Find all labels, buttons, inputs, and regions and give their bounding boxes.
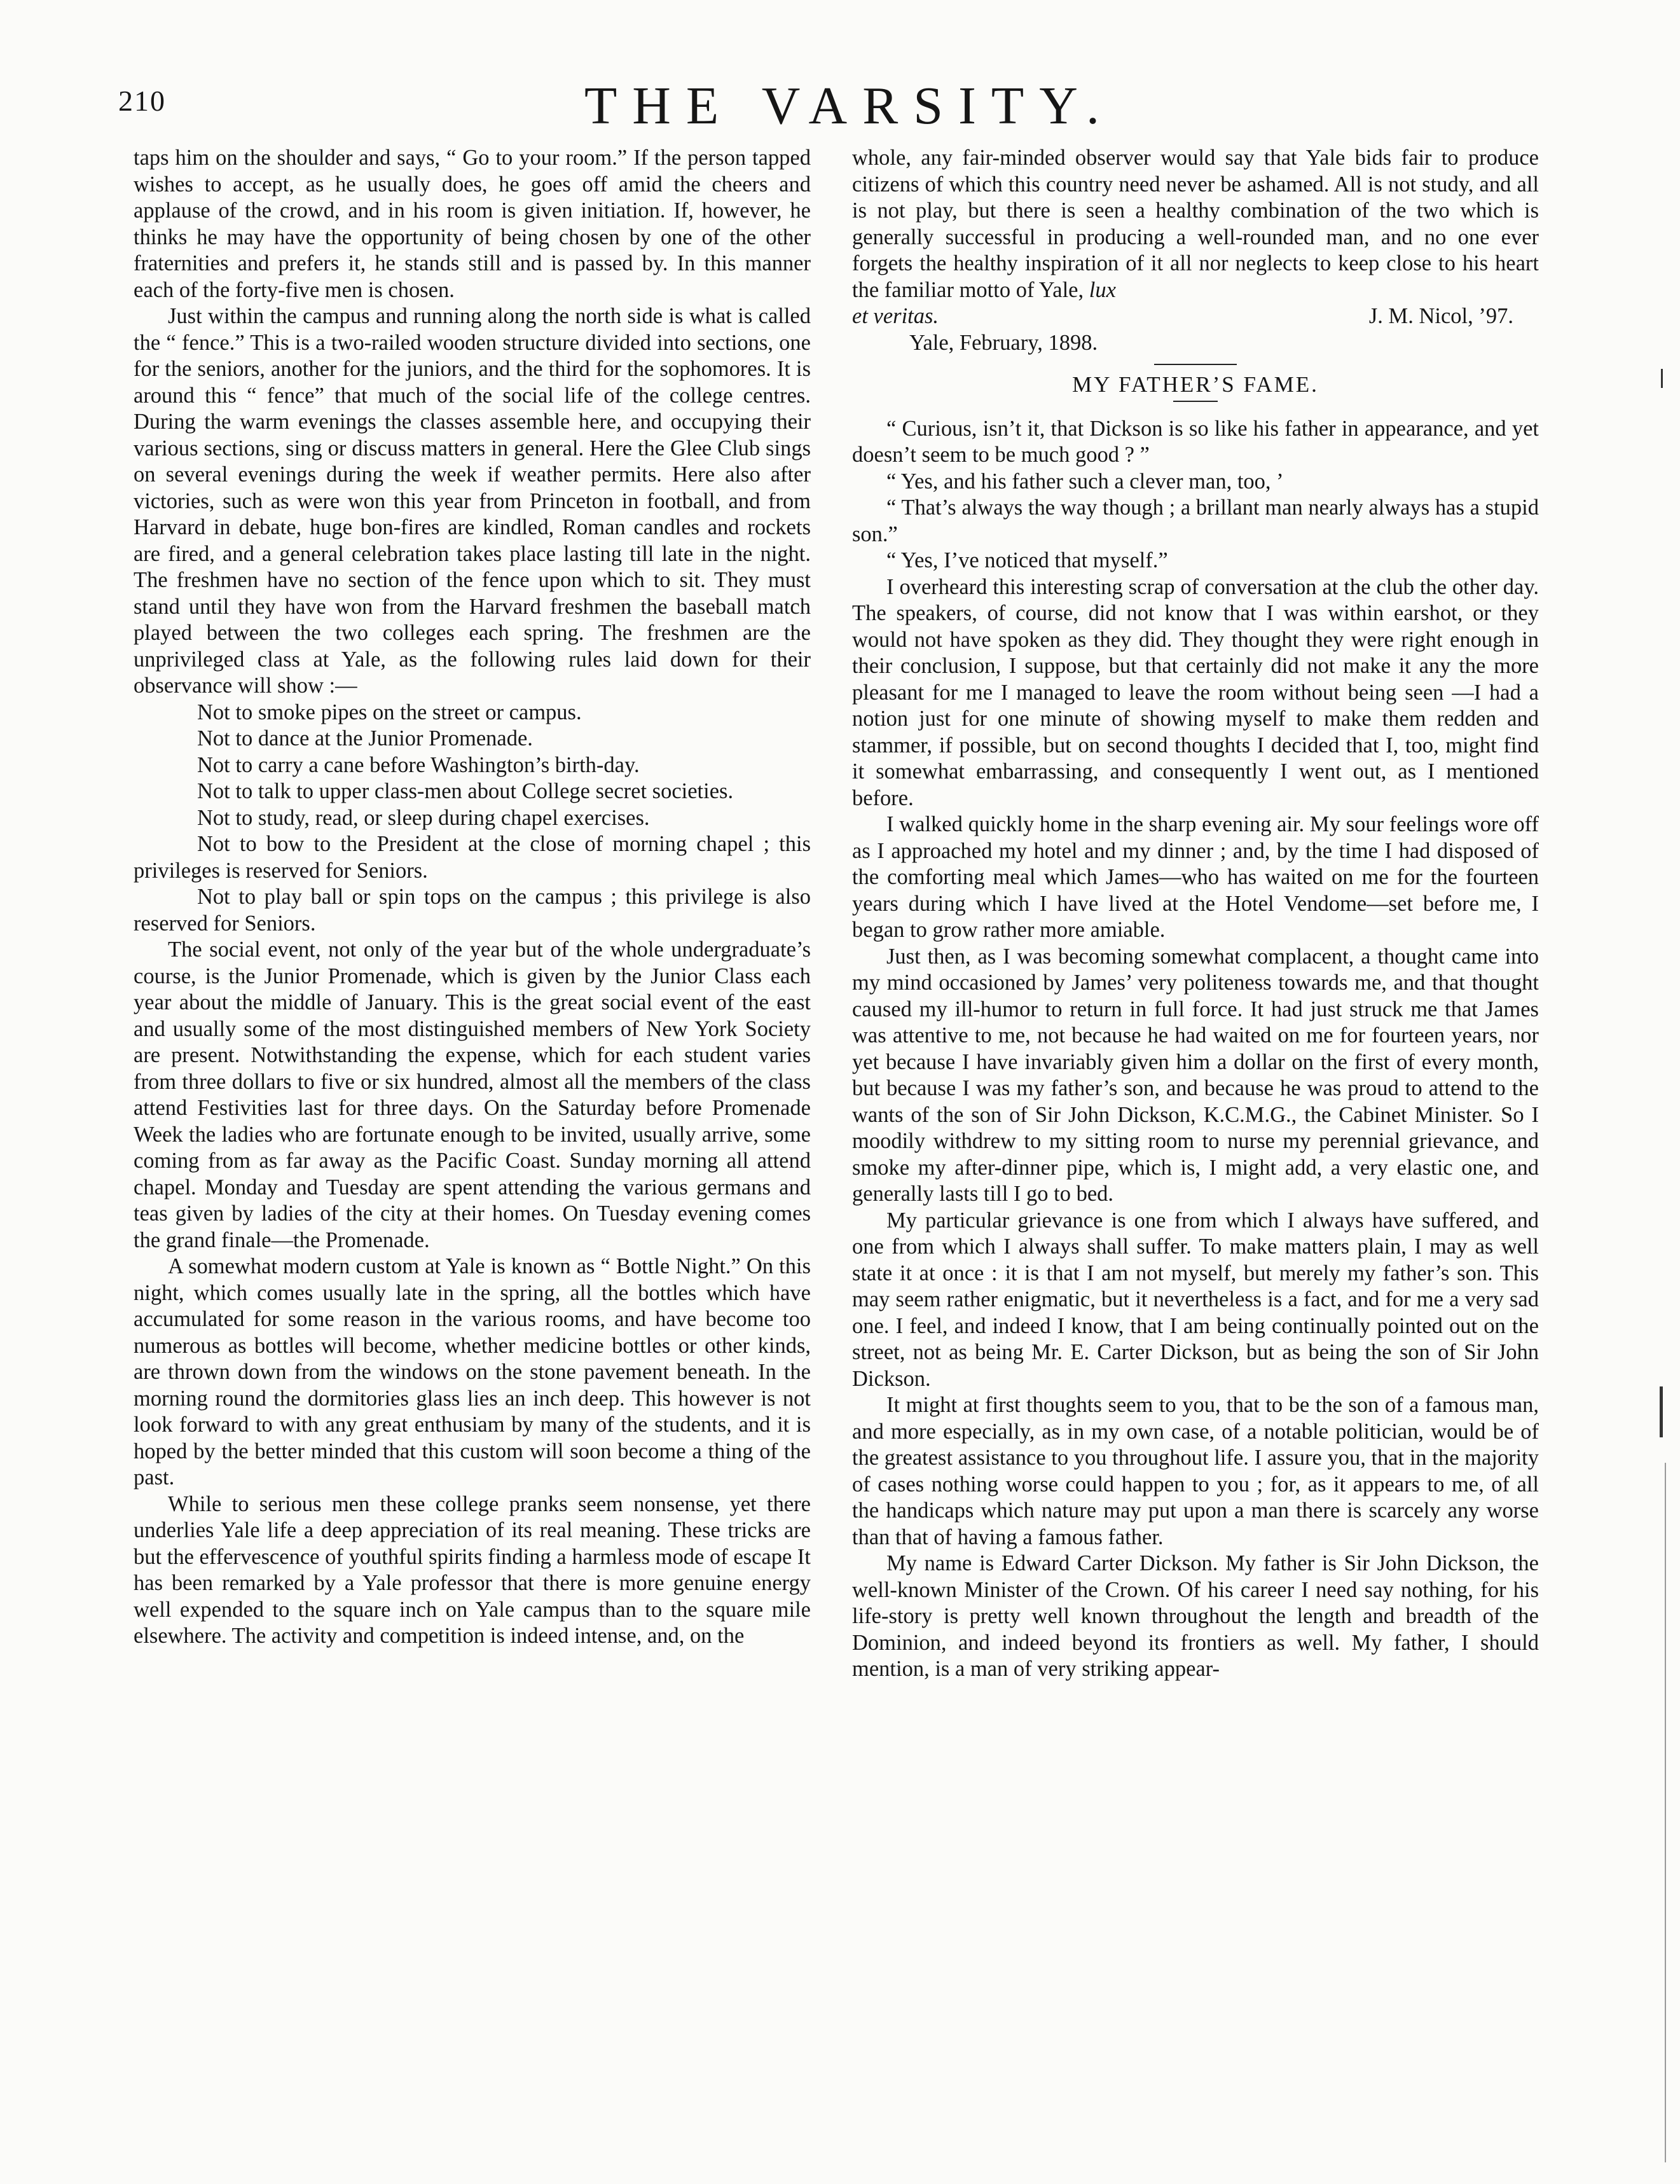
rule-item: Not to play ball or spin tops on the campus ; this privilege is also reserved for Seniors. xyxy=(134,885,811,936)
paragraph: My name is Edward Carter Dickson. My father is Sir John Dickson, the well-known Minister of the Crown. Of his career I need say nothing, for his life-story is pretty well known throughout the length and breadth of the Dominion, and indeed beyond its frontiers as well. My father, I should mention, is a man of very striking appear- xyxy=(852,1551,1539,1681)
motto-continuation: et veritas. xyxy=(852,304,939,328)
rule-item: Not to smoke pipes on the street or campus. xyxy=(197,700,582,724)
section-title: MY FATHER’S FAME. xyxy=(1072,372,1319,397)
author-signature: J. M. Nicol, ’97. xyxy=(1368,304,1513,328)
title-underline xyxy=(1173,401,1218,402)
dateline: Yale, February, 1898. xyxy=(909,330,1098,355)
paragraph: While to serious men these college pranks seem nonsense, yet there underlies Yale life a deep appreciation of its real meaning. These tricks are but the effervescence of youthful spirits finding a harmless mode of escape It has been remarked by a Yale professor that there is more genuine energy well expended to the square inch on Yale campus than to the square mile elsewhere. The activity and competition is indeed intense, and, on the xyxy=(134,1491,811,1648)
paragraph: The social event, not only of the year but of the whole undergraduate’s course, is the Junior Promenade, which is given by the Junior Class each year about the middle of January. This is the great social event of the east and usually some of the most distinguished members of New York Society are present. Notwithstanding the expense, which for each student varies from three dollars to five or six hundred, almost all the members of the class attend Festivities last for three days. On the Saturday before Promenade Week the ladies who are fortunate enough to be invited, usually arrive, some coming from as far away as the Pacific Coast. Sunday morning all attend chapel. Monday and Tuesday are spent attending the various germans and teas given by ladies of the city at their homes. On Tuesday evening comes the grand finale—the Promenade. xyxy=(134,937,811,1252)
paragraph: “ Curious, isn’t it, that Dickson is so like his father in appearance, and yet doesn’t seem to be much good ? ” xyxy=(852,416,1539,467)
signature-line xyxy=(852,303,1539,330)
margin-mark xyxy=(1660,1386,1663,1437)
paragraph: My particular grievance is one from which I always have suffered, and one from which I always shall suffer. To make matters plain, I may as well state it at once : it is that I am not myself, but merely my father’s son. This may seem rather enigmatic, but it nevertheless is a fact, and for me a very sad one. I feel, and indeed I know, that I am being continually pointed out on the street, not as being Mr. E. Carter Dickson, but as being the son of Sir John Dickson. xyxy=(852,1208,1539,1391)
paragraph: A somewhat modern custom at Yale is known as “ Bottle Night.” On this night, which comes usually late in the spring, all the bottles which have accumulated for some reason in the various rooms, and have become too numerous as bottles will become, whether medicine bottles or other kinds, are thrown down from the windows on the stone pavement beneath. In the morning round the dormitories glass lies an inch deep. This however is not look forward to with any great enthusiam by many of the students, and it is hoped by the better minded that this custom will soon become a thing of the past. xyxy=(134,1254,811,1489)
rule-item: Not to dance at the Junior Promenade. xyxy=(197,726,533,750)
page-number: 210 xyxy=(118,85,166,117)
paragraph: Just then, as I was becoming somewhat complacent, a thought came into my mind occasioned by James’ very politeness towards me, and that thought caused my ill-humor to return in full force. It had just struck me that James was attentive to me, not because he had waited on me for fourteen years, nor yet because I have invariably given him a dollar on the first of every month, but because I was my father’s son, and because he was proud to attend to the wants of the son of Sir John Dickson, K.C.M.G., the Cabinet Minister. So I moodily withdrew to my sitting room to nurse my perennial grievance, and smoke my after-dinner pipe, which is, I might add, a very elastic one, and generally lasts till I go to bed. xyxy=(852,944,1539,1206)
paragraph: Just within the campus and running along the north side is what is called the “ fence.” This is a two-railed wooden structure divided into sections, one for the seniors, another for the juniors, and the third for the sophomores. It is around this “ fence” that much of the social life of the college centres. During the warm evenings the classes assemble here, and occupying their various sections, sing or discuss matters in general. Here the Glee Club sings on several evenings during the week if weather permits. Here also after victories, such as were won this year from Princeton in football, and from Harvard in debate, huge bon-fires are kindled, Roman candles and rockets are fired, and a general celebration takes place lasting till late in the night. The freshmen have no section of the fence upon which to sit. They must stand until they have won from the Harvard freshmen the baseball match played between the two colleges each spring. The freshmen are the unprivileged class at Yale, as the following rules laid down for their observance will show :— xyxy=(134,304,811,698)
rule-item: Not to carry a cane before Washington’s birth-day. xyxy=(197,752,640,777)
rule-item: Not to study, read, or sleep during chapel exercises. xyxy=(197,805,650,830)
masthead-title: THE VARSITY. xyxy=(584,76,1115,135)
margin-mark xyxy=(1665,1463,1666,2162)
paragraph: “ Yes, and his father such a clever man, too, ’ xyxy=(886,469,1284,494)
paragraph xyxy=(852,145,1539,303)
paragraph: I overheard this interesting scrap of conversation at the club the other day. The speakers, of course, did not know that I was within earshot, or they would not have spoken as they did. They thought they were right enough in their conclusion, I suppose, but that certainly did not make it any the more pleasant for me I managed to leave the room without being seen —I had a notion just for one minute of showing myself to make them redden and stammer, if possible, but on second thoughts I decided that I, too, might find it somewhat embarrassing, and consequently I went out, as I mentioned before. xyxy=(852,574,1539,810)
paragraph: “ That’s always the way though ; a brillant man nearly always has a stupid son.” xyxy=(852,495,1539,546)
left-column xyxy=(134,145,811,1650)
continuation-text: whole, any fair-minded observer would say that Yale bids fair to produce citizens of which this country need never be ashamed. All is not study, and all is not play, but there is seen a healthy combination of the two which is generally successful in producing a well-rounded man, and no one ever forgets the healthy inspiration of it all nor neglects to keep close to his heart the familiar motto of Yale, xyxy=(852,146,1539,302)
paragraph: taps him on the shoulder and says, “ Go to your room.” If the person tapped wishes to accept, as he usually does, he goes off amid the cheers and applause of the crowd, and in his room is given initiation. If, however, he thinks he may have the opportunity of being chosen by one of the other fraternities and prefers it, he stands still and is passed by. In this manner each of the forty-five men is chosen. xyxy=(134,146,811,302)
rule-item: Not to talk to upper class-men about College secret societies. xyxy=(197,779,734,803)
paragraph: “ Yes, I’ve noticed that myself.” xyxy=(886,548,1168,572)
paragraph: I walked quickly home in the sharp evening air. My sour feelings wore off as I approached my hotel and my dinner ; and, by the time I had disposed of the comforting meal which James—who has waited on me for the fourteen years during which I have lived at the Hotel Vendome—set before me, I began to grow rather more amiable. xyxy=(852,812,1539,942)
motto-text: lux xyxy=(1089,277,1116,302)
right-column xyxy=(852,145,1539,1683)
rule-item: Not to bow to the President at the close of morning chapel ; this privileges is reserved for Seniors. xyxy=(134,832,811,883)
paragraph: It might at first thoughts seem to you, that to be the son of a famous man, and more especially, as in my own case, of a notable politician, would be of the greatest assistance to you throughout life. I assure you, that in the majority of cases nothing worse could happen to you ; for, as it appears to me, of all the handicaps which nature may put upon a man there is scarcely any worse than that of having a famous father. xyxy=(852,1393,1539,1549)
margin-mark xyxy=(1661,369,1663,388)
section-divider xyxy=(1154,364,1237,365)
